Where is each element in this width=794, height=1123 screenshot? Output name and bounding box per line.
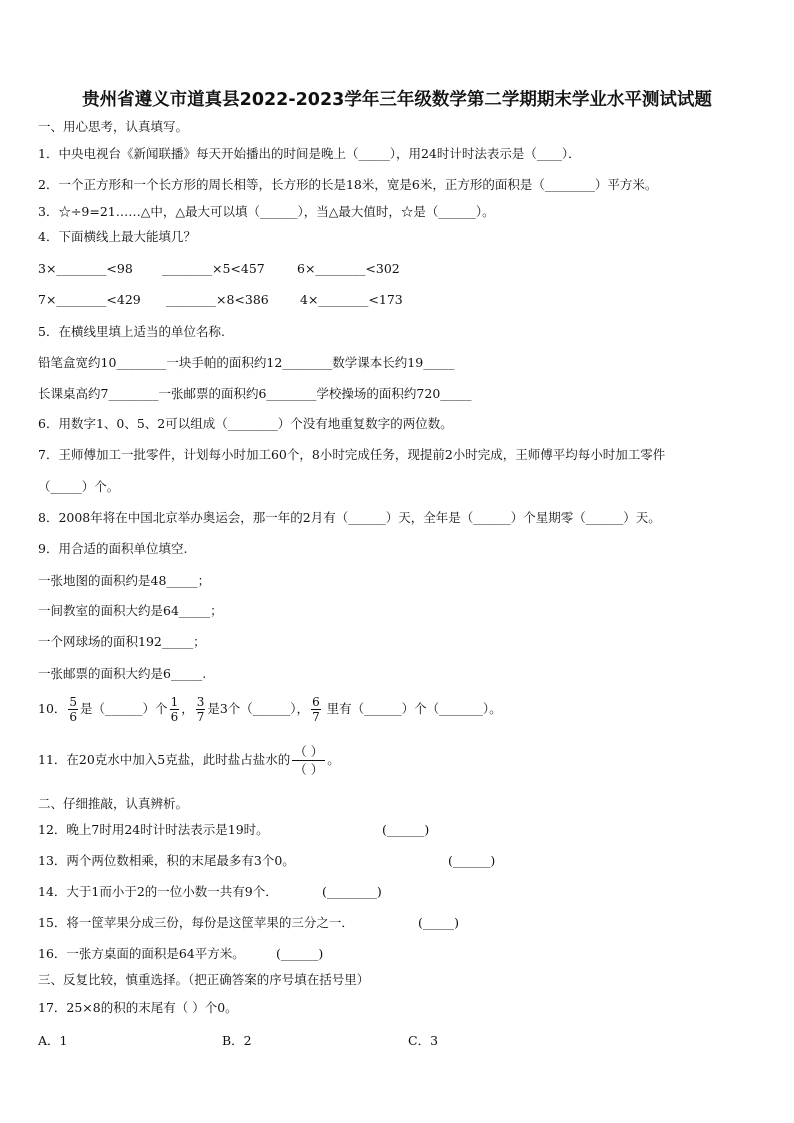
question-10 bbox=[38, 691, 502, 727]
question-13-answer: (______) bbox=[448, 853, 496, 868]
question-7-line-2: （_____）个。 bbox=[38, 479, 120, 494]
q10-fraction-2-denominator: 6 bbox=[170, 710, 179, 724]
q4-item-2: ________×5<457 bbox=[162, 261, 265, 276]
q11-answer-denominator: （ ） bbox=[294, 762, 324, 777]
section-heading-2: 二、仔细推敲，认真辨析。 bbox=[38, 796, 189, 811]
q11-text: 11．在20克水中加入5克盐，此时盐占盐水的 bbox=[38, 752, 291, 767]
q10-fraction-3-denominator: 7 bbox=[196, 710, 205, 724]
question-11 bbox=[38, 740, 340, 780]
question-6: 6．用数字1、0、5、2可以组成（________）个没有地重复数字的两位数。 bbox=[38, 416, 453, 431]
question-15: 15．将一筐苹果分成三份，每份是这筐苹果的三分之一． bbox=[38, 915, 354, 930]
q10-fraction-4 bbox=[311, 695, 321, 724]
q10-text-4: 里有（______）个（_______）。 bbox=[322, 701, 502, 716]
question-13: 13．两个两位数相乘，积的末尾最多有3个0。 bbox=[38, 853, 295, 868]
q9-item-3: 一个网球场的面积192_____； bbox=[38, 634, 206, 649]
question-16: 16．一张方桌面的面积是64平方米。 bbox=[38, 946, 245, 961]
q10-fraction-1-numerator: 5 bbox=[69, 695, 78, 709]
question-16-answer: (______) bbox=[276, 946, 324, 961]
question-8: 8．2008年将在中国北京举办奥运会，那一年的2月有（______）天，全年是（______）个星期零（______）天。 bbox=[38, 510, 661, 525]
question-1: 1．中央电视台《新闻联播》每天开始播出的时间是晚上（_____），用24时计时法表示是（____）． bbox=[38, 146, 581, 161]
q10-text-3: 是3个（______）， bbox=[207, 701, 310, 716]
question-12: 12．晚上7时用24时计时法表示是19时。 bbox=[38, 822, 269, 837]
q4-item-1: 3×________<98 bbox=[38, 261, 133, 276]
q9-item-2: 一间教室的面积大约是64_____； bbox=[38, 603, 223, 618]
q10-text-1: 是（______）个 bbox=[80, 701, 168, 716]
q17-option-a: A．1 bbox=[38, 1033, 68, 1048]
q10-fraction-4-denominator: 7 bbox=[312, 710, 320, 724]
q9-item-1: 一张地图的面积约是48_____； bbox=[38, 573, 211, 588]
question-14-answer: (________) bbox=[322, 884, 382, 899]
q10-fraction-4-numerator: 6 bbox=[312, 695, 320, 709]
question-4: 4．下面横线上最大能填几？ bbox=[38, 229, 196, 244]
q4-item-5: ________×8<386 bbox=[166, 292, 269, 307]
q10-fraction-3 bbox=[196, 695, 206, 724]
q10-fraction-2 bbox=[170, 695, 180, 724]
section-heading-1: 一、用心思考，认真填写。 bbox=[38, 119, 189, 134]
question-5: 5．在横线里填上适当的单位名称. bbox=[38, 324, 225, 339]
q10-fraction-1-denominator: 6 bbox=[69, 710, 78, 724]
question-2: 2．一个正方形和一个长方形的周长相等，长方形的长是18米，宽是6米，正方形的面积是（________）平方米。 bbox=[38, 177, 658, 192]
q10-fraction-3-numerator: 3 bbox=[196, 695, 205, 709]
question-12-answer: (______) bbox=[382, 822, 430, 837]
question-7-line-1: 7．王师傅加工一批零件，计划每小时加工60个，8小时完成任务，现提前2小时完成，王师傅平均每小时加工零件 bbox=[38, 447, 666, 462]
q10-text-2: ， bbox=[181, 701, 194, 716]
q10-fraction-1 bbox=[68, 695, 78, 724]
q5-line-2: 长课桌高约7________一张邮票的面积约6________学校操场的面积约720_____ bbox=[38, 386, 472, 401]
question-3: 3．☆÷9=21……△中，△最大可以填（______），当△最大值时，☆是（______）。 bbox=[38, 204, 495, 219]
q17-option-b: B．2 bbox=[222, 1033, 252, 1048]
question-15-answer: (_____) bbox=[418, 915, 460, 930]
q9-item-4: 一张邮票的面积大约是6_____. bbox=[38, 666, 207, 681]
q4-item-4: 7×________<429 bbox=[38, 292, 141, 307]
q10-fraction-2-numerator: 1 bbox=[170, 695, 179, 709]
q17-option-c: C．3 bbox=[408, 1033, 439, 1048]
question-9: 9．用合适的面积单位填空. bbox=[38, 541, 188, 556]
q11-answer-numerator: （ ） bbox=[294, 744, 324, 759]
page-title: 贵州省遵义市道真县2022-2023学年三年级数学第二学期期末学业水平测试试题 bbox=[82, 90, 712, 110]
q5-line-1: 铅笔盒宽约10________一块手帕的面积约12________数学课本长约19_____ bbox=[38, 355, 455, 370]
q11-answer-fraction bbox=[292, 743, 325, 778]
section-heading-3: 三、反复比较，慎重选择。（把正确答案的序号填在括号里） bbox=[38, 972, 370, 987]
question-17: 17．25×8的积的末尾有（ ）个0。 bbox=[38, 1000, 238, 1015]
q11-end: 。 bbox=[327, 752, 340, 767]
question-14: 14．大于1而小于2的一位小数一共有9个． bbox=[38, 884, 278, 899]
q4-item-3: 6×________<302 bbox=[297, 261, 400, 276]
q10-number: 10． bbox=[38, 701, 67, 716]
q4-item-6: 4×________<173 bbox=[300, 292, 403, 307]
